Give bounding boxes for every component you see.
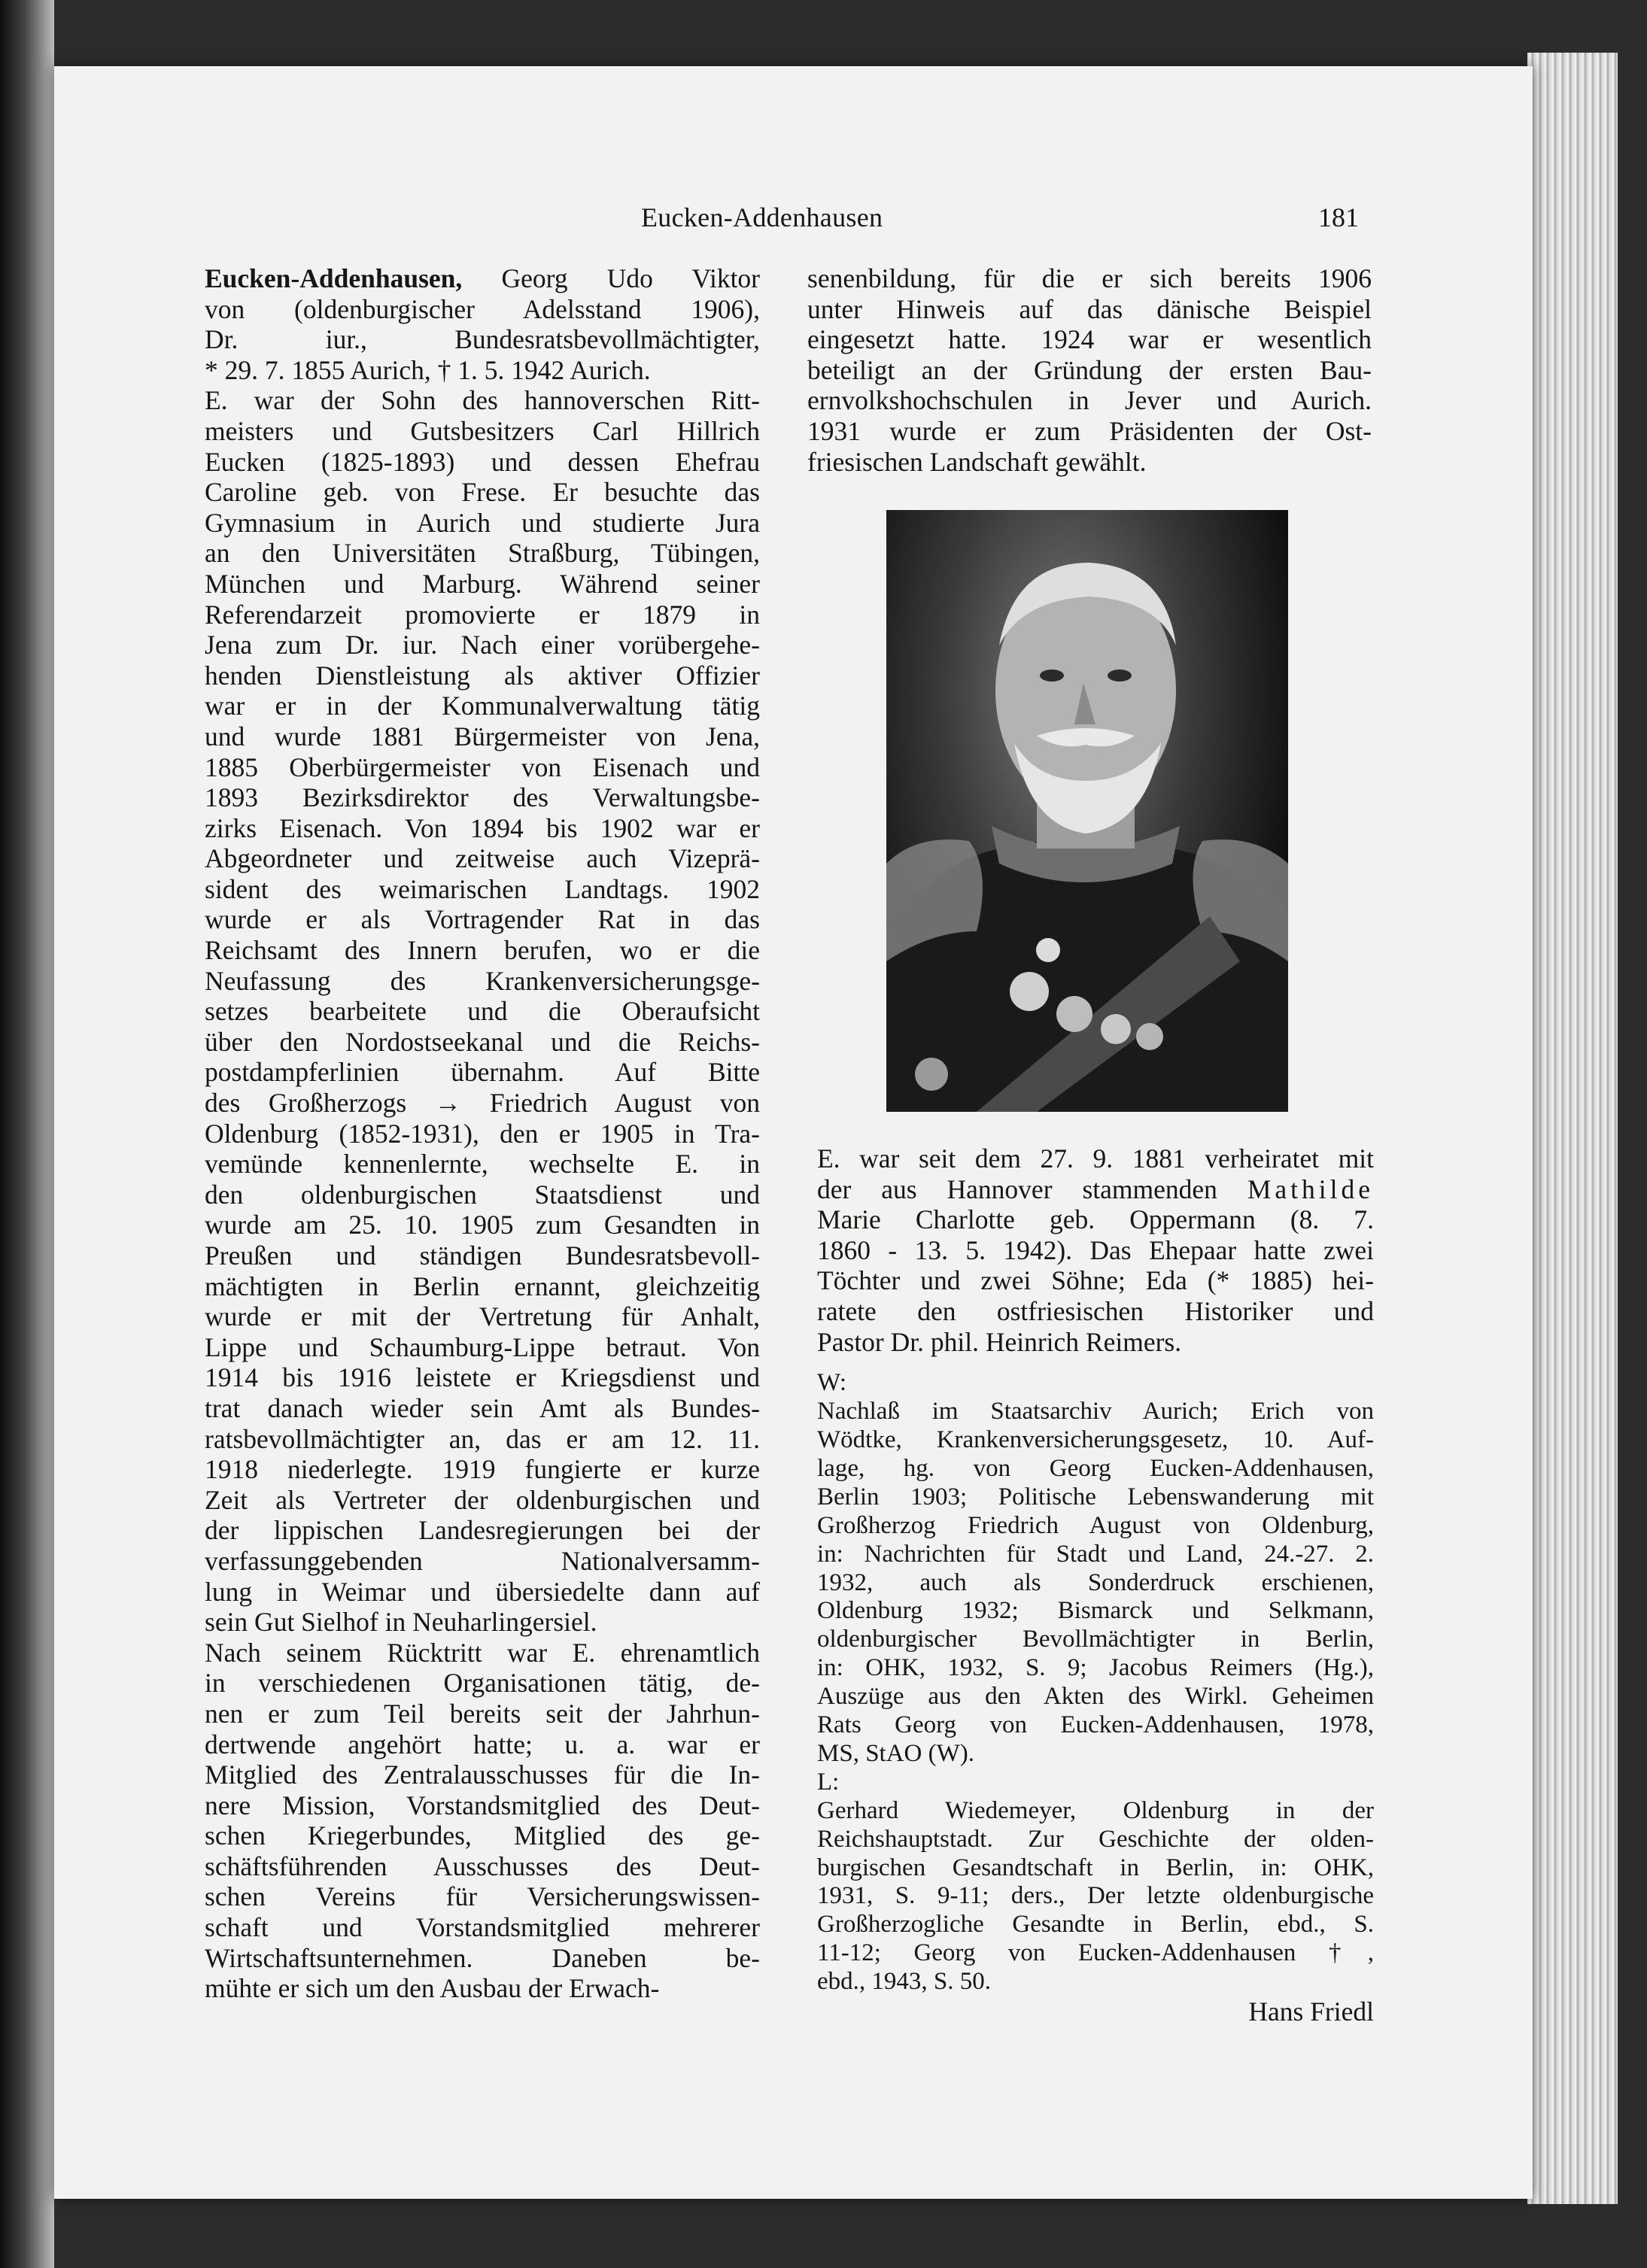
text-line: Abgeordneter und zeitweise auch Vizeprä- [205, 843, 760, 874]
text-line: burgischen Gesandtschaft in Berlin, in: OHK, [817, 1854, 1374, 1881]
text-line: 1885 Oberbürgermeister von Eisenach und [205, 751, 760, 782]
text-line: zirks Eisenach. Von 1894 bis 1902 war er [205, 812, 760, 843]
text-line: Töchter und zwei Söhne; Eda (* 1885) hei- [817, 1265, 1374, 1296]
text-line: nen er zum Teil bereits seit der Jahrhun- [205, 1698, 760, 1729]
text-line: Caroline geb. von Frese. Er besuchte das [205, 477, 760, 508]
text-line: über den Nordostseekanal und die Reichs- [205, 1026, 760, 1057]
text-line: Gerhard Wiedemeyer, Oldenburg in der [817, 1796, 1374, 1824]
text-line: MS, StAO (W). [817, 1739, 975, 1767]
book-spine-shadow [0, 0, 54, 2268]
entry-headline [205, 263, 760, 294]
text-line: in verschiedenen Organisationen tätig, de- [205, 1668, 760, 1699]
text-line: schaft und Vorstandsmitglied mehrerer [205, 1912, 760, 1943]
text-line: Berlin 1903; Politische Lebenswanderung mit [817, 1483, 1374, 1510]
text-line: München und Marburg. Während seiner [205, 568, 760, 599]
literature-label: L: [817, 1768, 840, 1796]
text-line: 1893 Bezirksdirektor des Verwaltungsbe- [205, 782, 760, 813]
text-line: meisters und Gutsbesitzers Carl Hillrich [205, 415, 760, 446]
text-line: 1918 niederlegte. 1919 fungierte er kurze [205, 1454, 760, 1485]
portrait-photo [886, 510, 1288, 1112]
works-label: W: [817, 1369, 847, 1397]
text-line: Zeit als Vertreter der oldenburgischen und [205, 1484, 760, 1515]
text-line: Dr. iur., Bundesratsbevollmächtigter, [205, 324, 760, 355]
text-line: eingesetzt hatte. 1924 war er wesentlich [807, 324, 1372, 355]
text-line: Großherzog Friedrich August von Oldenburg, [817, 1511, 1374, 1539]
right-column-top [807, 263, 1372, 477]
text-line: Reichshauptstadt. Zur Geschichte der olden- [817, 1825, 1374, 1853]
text-line: 1931 wurde er zum Präsidenten der Ost- [807, 415, 1372, 446]
text-line: Auszüge aus den Akten des Wirkl. Geheimen [817, 1683, 1374, 1711]
text-line: in: OHK, 1932, S. 9; Jacobus Reimers (Hg.), [817, 1654, 1374, 1682]
text-line: oldenburgischer Bevollmächtigter in Berlin, [817, 1626, 1374, 1653]
text-line: dertwende angehört hatte; u. a. war er [205, 1729, 760, 1759]
text-line: der lippischen Landesregierungen bei der [205, 1515, 760, 1546]
text-line: senenbildung, für die er sich bereits 1906 [807, 263, 1372, 293]
text-line: nere Mission, Vorstandsmitglied des Deut- [205, 1790, 760, 1820]
text-line: Gymnasium in Aurich und studierte Jura [205, 507, 760, 538]
text-line: ebd., 1943, S. 50. [817, 1968, 991, 1996]
text-line: Referendarzeit promovierte er 1879 in [205, 599, 760, 630]
text-line: Nach seinem Rücktritt war E. ehrenamtlich [205, 1637, 760, 1668]
text-line: Oldenburg (1852-1931), den er 1905 in Tra- [205, 1118, 760, 1149]
literature-list [817, 1797, 1374, 1996]
text-line: 11-12; Georg von Eucken-Addenhausen †, [817, 1939, 1374, 1967]
text-line: mühte er sich um den Ausbau der Erwach- [205, 1973, 660, 2004]
text-line: schen Vereins für Versicherungswissen- [205, 1881, 760, 1912]
text-line: in: Nachrichten für Stadt und Land, 24.-27. 2. [817, 1540, 1374, 1568]
marriage-paragraph [817, 1143, 1374, 1357]
text-line: Preußen und ständigen Bundesratsbevoll- [205, 1240, 760, 1271]
text-line: Marie Charlotte geb. Oppermann (8. 7. [817, 1204, 1374, 1235]
spaced-name: Mathilde [1247, 1173, 1374, 1204]
text-line: Mitglied des Zentralausschusses für die In- [205, 1759, 760, 1790]
text-line: vemünde kennenlernte, wechselte E. in [205, 1149, 760, 1180]
works-list [817, 1398, 1374, 1769]
text-line: den oldenburgischen Staatsdienst und [205, 1179, 760, 1210]
text-line: sein Gut Sielhof in Neuharlingersiel. [205, 1607, 597, 1638]
text-line: wurde am 25. 10. 1905 zum Gesandten in [205, 1210, 760, 1240]
text-line: 1860 - 13. 5. 1942). Das Ehepaar hatte zwei [817, 1234, 1374, 1265]
text-line: 1931, S. 9-11; ders., Der letzte oldenburgische [817, 1882, 1374, 1910]
text-line: Eucken (1825-1893) und dessen Ehefrau [205, 446, 760, 477]
text-line: von (oldenburgischer Adelsstand 1906), [205, 293, 760, 324]
text-line: postdampferlinien übernahm. Auf Bitte [205, 1057, 760, 1088]
text-line: beteiligt an der Gründung der ersten Bau- [807, 354, 1372, 385]
text-line: sident des weimarischen Landtags. 1902 [205, 873, 760, 904]
text-line: E. war der Sohn des hannoverschen Ritt- [205, 385, 760, 416]
text-line: trat danach wieder sein Amt als Bundes- [205, 1392, 760, 1423]
text-line: schäftsführenden Ausschusses des Deut- [205, 1851, 760, 1881]
text-line: 1932, auch als Sonderdruck erschienen, [817, 1568, 1374, 1596]
text-line: Wirtschaftsunternehmen. Daneben be- [205, 1942, 760, 1973]
running-title: Eucken-Addenhausen [641, 202, 883, 232]
author-signature: Hans Friedl [1248, 1996, 1374, 2027]
text-line: henden Dienstleistung als aktiver Offizier [205, 660, 760, 691]
right-column-bottom [817, 1143, 1374, 2027]
text-line: Nachlaß im Staatsarchiv Aurich; Erich von [817, 1398, 1374, 1425]
portrait-figure [886, 510, 1288, 1112]
text-line: * 29. 7. 1855 Aurich, † 1. 5. 1942 Aurich. [205, 354, 651, 385]
entry-name-rest: Georg Udo Viktor [462, 263, 760, 293]
text-line: Lippe und Schaumburg-Lippe betraut. Von [205, 1331, 760, 1362]
text-line: verfassunggebenden Nationalversamm- [205, 1545, 760, 1576]
text-line: E. war seit dem 27. 9. 1881 verheiratet mit [817, 1143, 1374, 1173]
text-line: lage, hg. von Georg Eucken-Addenhausen, [817, 1454, 1374, 1482]
text-line: der aus Hannover stammenden Mathilde [817, 1173, 1374, 1204]
text-line: an den Universitäten Straßburg, Tübingen, [205, 538, 760, 569]
text-line: lung in Weimar und übersiedelte dann auf [205, 1576, 760, 1607]
text-line: ratete den ostfriesischen Historiker und [817, 1295, 1374, 1326]
text-line: Neufassung des Krankenversicherungsge- [205, 965, 760, 996]
text-line: wurde er als Vortragender Rat in das [205, 904, 760, 935]
text-line: Reichsamt des Innern berufen, wo er die [205, 935, 760, 966]
text-line: friesischen Landschaft gewählt. [807, 446, 1147, 477]
text-line: mächtigten in Berlin ernannt, gleichzeitig [205, 1271, 760, 1301]
text-line: des Großherzogs → Friedrich August von [205, 1088, 760, 1119]
text-line: setzes bearbeitete und die Oberaufsicht [205, 996, 760, 1027]
text-line: wurde er mit der Vertretung für Anhalt, [205, 1301, 760, 1332]
left-column [205, 263, 760, 2004]
text-line: Wödtke, Krankenversicherungsgesetz, 10. Auf- [817, 1425, 1374, 1453]
text-line: ernvolkshochschulen in Jever und Aurich. [807, 385, 1372, 416]
text-line: ratsbevollmächtigter an, das er am 12. 11. [205, 1423, 760, 1454]
text-line: war er in der Kommunalverwaltung tätig [205, 691, 760, 721]
text-line: Rats Georg von Eucken-Addenhausen, 1978, [817, 1711, 1374, 1739]
text-line: Großherzogliche Gesandte in Berlin, ebd., S. [817, 1911, 1374, 1939]
text-line: Pastor Dr. phil. Heinrich Reimers. [817, 1326, 1182, 1357]
text-line: Jena zum Dr. iur. Nach einer vorübergehe- [205, 630, 760, 660]
page-number: 181 [1318, 202, 1359, 232]
text-line: Oldenburg 1932; Bismarck und Selkmann, [817, 1597, 1374, 1625]
text-line: schen Kriegerbundes, Mitglied des ge- [205, 1820, 760, 1851]
text-line: und wurde 1881 Bürgermeister von Jena, [205, 721, 760, 751]
entry-name: Eucken-Addenhausen, [205, 263, 463, 293]
text-line: unter Hinweis auf das dänische Beispiel [807, 293, 1372, 324]
text-line: 1914 bis 1916 leistete er Kriegsdienst und [205, 1362, 760, 1393]
page-stack-edge [1527, 53, 1618, 2204]
